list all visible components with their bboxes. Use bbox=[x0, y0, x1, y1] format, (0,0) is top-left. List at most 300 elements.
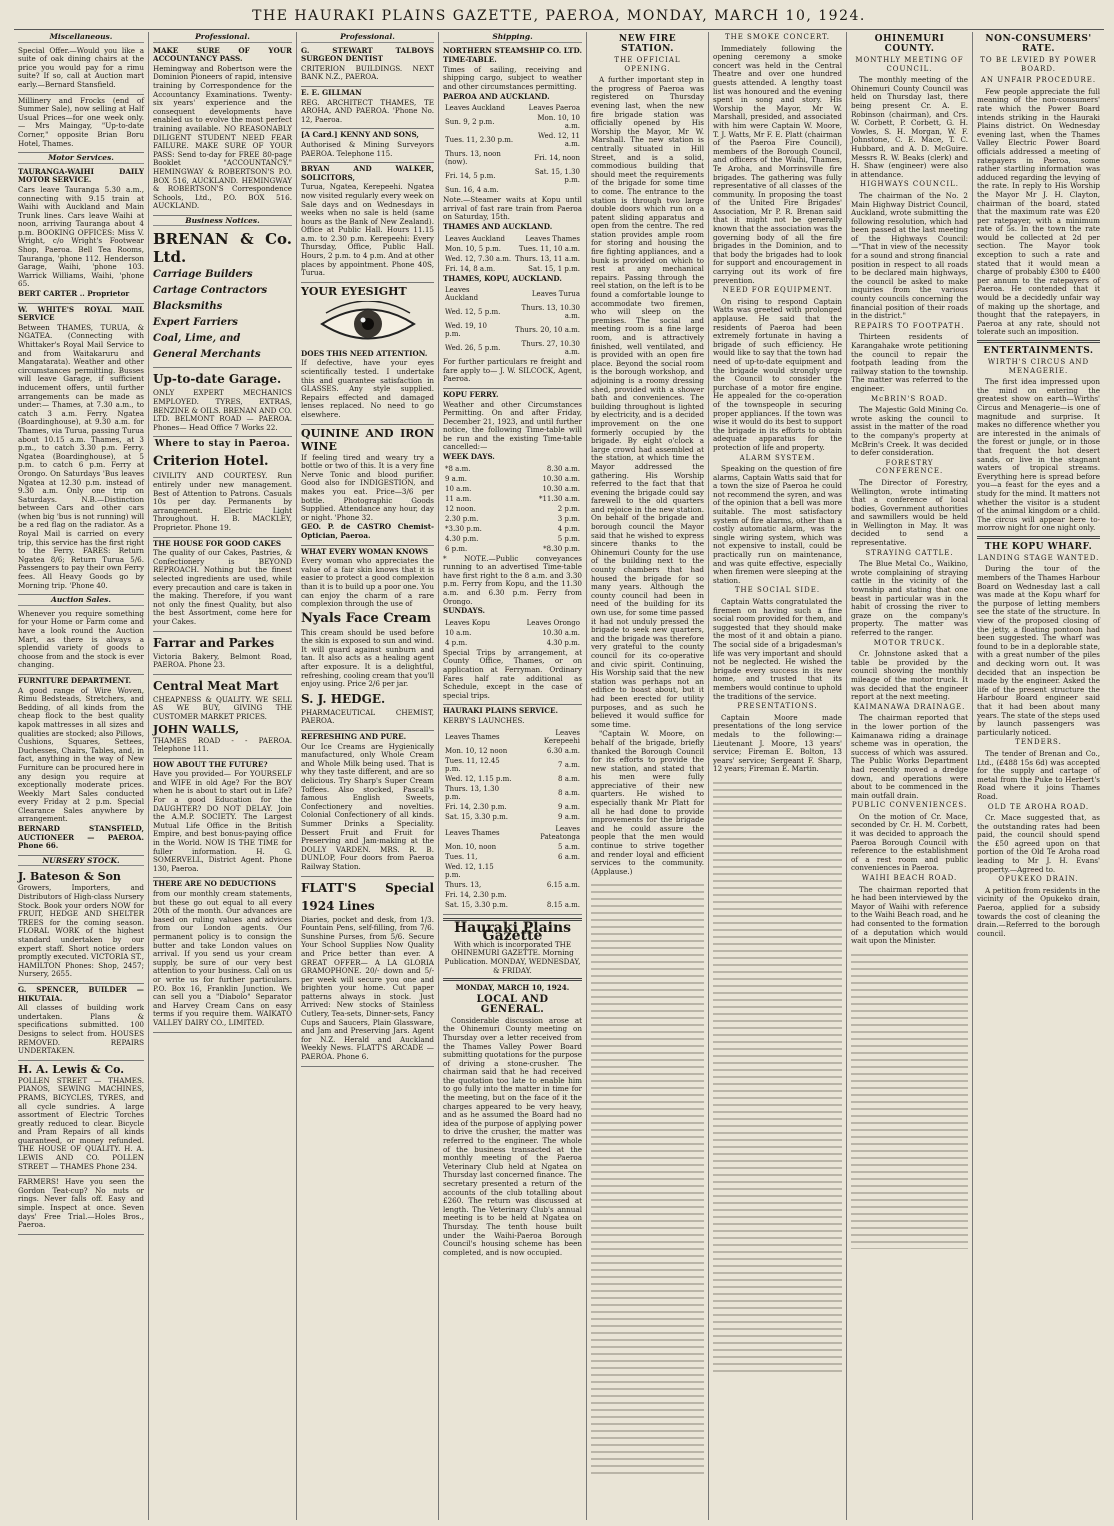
advert-title: Central Meat Mart bbox=[153, 678, 279, 693]
advert-text: Times of sailing, receiving and shipping cargo, subject to weather and other circumstances permitting. bbox=[443, 64, 582, 91]
article-text: Cr. Johnstone asked that a table be provided by the council showing the monthly mileage of the motor truck. It was decided that the engineer report at the next meeting. bbox=[851, 649, 968, 702]
timetable-cell: Wed. 12, 1.15 p.m. bbox=[445, 774, 512, 783]
advert bbox=[301, 877, 434, 1067]
advert-title: HOW ABOUT THE FUTURE? bbox=[153, 759, 268, 769]
advert-text: If defective, have your eyes scientifically tested. I undertake this and guarantee satisfaction in GLASSES. Any style supplied. Repairs effected and damaged lenses replaced. No need to go elsewhere. bbox=[301, 358, 434, 419]
advert-text: THAMES ROAD - - PAEROA. Telephone 111. bbox=[153, 735, 292, 754]
timetable-cell: Sun. 16, 4 a.m. bbox=[445, 186, 499, 195]
gazette-nameplate: Hauraki Plains Gazette bbox=[453, 919, 572, 945]
article-text: Speaking on the question of fire alarms, Captain Watts said that for a town the size of Paeroa he could not recommend the syren, and was of the opinion that a bell was more suitable. The most satisfactory system of fire alarms, other than a costly automatic alarm, was the single wiring system, which was not expensive to install, could be practically run on maintenance, and was quite effective, especially when firemen were sleeping at the station. bbox=[713, 464, 842, 585]
advert-text: ONLY EXPERT MECHANICS EMPLOYED. TYRES, EXTRAS, BENZINE & OILS. BRENAN AND CO. LTD. BELMONT ROAD — PAEROA. Phones— Head Office 7 Works 22. bbox=[153, 388, 292, 432]
timetable-cell: Fri. 14, 2.30 p.m. bbox=[445, 802, 507, 811]
timetable-cell: Wed. 12, 1.15 p.m. bbox=[445, 862, 494, 879]
timetable-cell: 10 a.m. bbox=[445, 628, 472, 637]
article-text: Cr. Mace suggested that, as the outstanding rates had been paid, the council should spend the £50 agreed upon on that portion of the Old Te Aroha road leading to Mr J. H. Evans' property.—Agreed to. bbox=[977, 813, 1100, 874]
timetable-cell: 3 p.m. bbox=[557, 514, 580, 523]
article-subheading: PRESENTATIONS. bbox=[737, 702, 818, 711]
timetable-row bbox=[445, 235, 580, 243]
article-text: The Majestic Gold Mining Co. wrote asking the council to assist in the matter of the road to the company's property at McBrin's Creek. It was decided to defer consideration. bbox=[851, 405, 968, 458]
timetable-cell: Leaves Orongo bbox=[526, 618, 580, 627]
section-heading: Business Notices. bbox=[153, 217, 292, 227]
timetable-cell: Thurs. 13, 1.30 p.m. bbox=[445, 784, 500, 801]
timetable-cell: Leaves Thames bbox=[445, 828, 500, 837]
article-subheading: THE SMOKE CONCERT. bbox=[724, 33, 831, 41]
timetable-cell: *8 a.m. bbox=[445, 464, 471, 473]
advert bbox=[443, 705, 582, 914]
column-2 bbox=[149, 32, 297, 1520]
timetable-row bbox=[445, 255, 580, 263]
advert-text: Cars leave Tauranga 5.30 a.m., connecting with 9.15 train at Waihi with Auckland and Main Trunk lines. Cars leave Waihi at noon, arriving Tauranga about 4 p.m. BOOKING OFFICES: Miss V. Wright, c/o Wright's Footwear Shop, Paeroa. Bell Tea Rooms, Tauranga, 'phone 112. Henderson Garage, Waihi, 'phone 103. Warrick Williams, Waihi, 'phone 65. bbox=[18, 184, 144, 289]
advert-text: * NOTE.—Public conveyances running to an advertised Time-table have first right to the 8 a.m. and 3.30 p.m. Ferry from Kopu, and the 11.30 a.m. and 6.30 p.m. Ferry from Orongo. bbox=[443, 553, 582, 606]
advert-text: CHEAPNESS & QUALITY. WE SELL AS WE BUY, GIVING THE CUSTOMER MARKET PRICES. bbox=[153, 694, 292, 721]
timetable-cell: 4 p.m. bbox=[557, 524, 580, 533]
timetable-cell: 6 a.m. bbox=[558, 852, 580, 861]
advert-tag: DOES THIS NEED ATTENTION. bbox=[301, 348, 428, 358]
timetable-row bbox=[445, 813, 580, 821]
advert-text: Special Offer.—Would you like a suite of oak dining chairs at the price you would pay for a rimu suite? If so, call at Auction mart early.—Bernard Stansfield. bbox=[18, 45, 144, 89]
article-body bbox=[851, 560, 968, 637]
article-subheading: TO BE LEVIED BY POWER BOARD. bbox=[980, 56, 1097, 73]
timetable-cell: Tues. 11, 10 a.m. bbox=[518, 244, 580, 253]
advert-title: S. J. HEDGE. bbox=[301, 691, 386, 706]
advert bbox=[443, 45, 582, 389]
timetable-title: SUNDAYS. bbox=[443, 606, 486, 616]
advert bbox=[301, 45, 434, 87]
advert bbox=[443, 389, 582, 705]
advert-title: REFRESHING AND PURE. bbox=[301, 732, 407, 742]
timetable-cell: 7 a.m. bbox=[558, 760, 580, 769]
article-subheading: FORESTRY CONFERENCE. bbox=[875, 458, 944, 476]
timetable-title: THAMES AND AUCKLAND. bbox=[443, 221, 553, 231]
article-subheading: McBRIN'S ROAD. bbox=[871, 394, 948, 403]
article-headline: NON-CONSUMERS' RATE. bbox=[985, 34, 1092, 54]
article-text: The monthly meeting of the Ohinemuri County Council was held on Thursday last, there being present Cr. A. E. Robinson (chairman), and Crs. W. Corbett, P. Corbett, G. H. Vowles, S. H. Morgan, W. F. Johnstone, C. E. Mace, T. C. Hubbard, and A. D. McGuire. Messrs R. W. Beaks (clerk) and H. Shaw (engineer) were also in attendance. bbox=[851, 75, 968, 179]
advert-title: NORTHERN STEAMSHIP CO. LTD. bbox=[443, 45, 582, 55]
advert-title: H. A. Lewis & Co. bbox=[18, 1062, 125, 1076]
advert-title: W. WHITE'S ROYAL MAIL SERVICE bbox=[18, 304, 144, 323]
article-subheading: ALARM SYSTEM. bbox=[739, 453, 816, 462]
advert bbox=[301, 731, 434, 877]
advert-text: Growers, Importers, and Distributors of High-class Nursery Stock. Book your orders NOW for FRUIT, HEDGE AND SHELTER TREES for the coming season. FLORAL WORK of the highest standard undertaken by our expert staff. Short notice orders promptly executed. VICTORIA ST., HAMILTON Phones: Shop, 2457; Nursery, 2655. bbox=[18, 883, 145, 979]
timetable-cell: Thurs. 13, noon (now). bbox=[445, 150, 501, 167]
article-text: Captain Moore made presentations of the long service medals to the following:—Lieutenant J. Moore, 13 years' service; Fireman E. Bolton, 13 years' service; Sergeant F. Sharp, 12 years; Fireman E. Martin. bbox=[713, 712, 842, 774]
advert bbox=[18, 1176, 144, 1235]
timetable-cell: Mon. 10, 10 a.m. bbox=[537, 114, 580, 131]
timetable-cell: Thurs. 13, bbox=[445, 880, 482, 889]
advert bbox=[153, 228, 292, 368]
article-subheading: KAIMANAWA DRAINAGE. bbox=[853, 702, 966, 711]
advert bbox=[301, 546, 434, 732]
timetable-cell: Fri. 14, noon bbox=[534, 154, 580, 163]
timetable-cell: 8 a.m. bbox=[558, 774, 580, 783]
section-heading: Where to stay in Paeroa. bbox=[154, 439, 291, 450]
advert-sign: GEO. P. de CASTRO Chemist-Optician, Paeroa. bbox=[301, 522, 434, 540]
advert-subtitle: KERBY'S LAUNCHES. bbox=[443, 715, 525, 725]
timetable-cell: 2 p.m. bbox=[557, 504, 580, 513]
timetable-cell: Fri. 14, 8 a.m. bbox=[445, 264, 496, 273]
section-heading: Professional. bbox=[153, 33, 292, 43]
timetable-cell: *3.30 p.m. bbox=[445, 524, 482, 533]
article-subheading: OPUKEKO DRAIN. bbox=[998, 875, 1079, 884]
timetable-row bbox=[445, 475, 580, 483]
timetable-row bbox=[445, 891, 580, 899]
advert-text: Diaries, pocket and desk, from 1/3. Fountain Pens, self-filling, from 7/6. Sunshine Purses, from 5/6. Secure Your School Supplies Now Quality and Price better than ever. A GREAT OFFER— A LA GLORIA GRAMOPHONE. 20/- down and 5/- per week will secure you one and brighten your home. Cut paper patterns always in stock. Just Arrived: New stocks of Stainless Cutlery, Tea-sets, Dinner-sets, Fancy Cups and Saucers, Plain Glassware, and Jam and Preserving Jars. Agent for N.Z. Herald and Auckland Weekly News. FLATT'S ARCADE — PAEROA. Phone 6. bbox=[301, 914, 434, 1062]
timetable-cell: Thurs. 27, 10.30 a.m. bbox=[521, 340, 580, 357]
timetable-cell: 10 a.m. bbox=[445, 484, 472, 493]
article-body bbox=[977, 565, 1100, 737]
timetable-cell: Wed. 12, 7.30 a.m. bbox=[445, 254, 512, 263]
gazette-subtitle: With which is incorporated THE OHINEMURI GAZETTE. Morning Publication. MONDAY, WEDNESDAY, & FRIDAY. bbox=[444, 939, 581, 975]
timetable-row bbox=[445, 525, 580, 533]
article-text: The chairman reported that in the lower portion of the Kaimanawa riding a drainage scheme was in operation, the success of which was assured. The Public Works Department had recently moved a dredge down, and operations were about to be commenced in the main outfall drain. bbox=[851, 713, 968, 800]
advert-text: Hemingway and Robertson were the Dominion Pioneers of rapid, intensive training by Correspondence for the Accountancy Examinations. Twenty-six years' experience and the consequent developments have enabled us to evolve the most perfect training available. NO REASONABLY DILIGENT STUDENT NEED FEAR FAILURE. MAKE SURE OF YOUR PASS: Send to-day for FREE 80-page Booklet "ACCOUNTANCY." HEMINGWAY & ROBERTSON'S P.O. BOX 516, AUCKLAND. HEMINGWAY & ROBERTSON'S Correspondence Schools, Ltd., P.O. BOX 516. AUCKLAND. bbox=[153, 63, 292, 211]
article-text: Few people appreciate the full meaning of the non-consumers' rate which the Power Board intends striking in the Hauraki Plains district. On Wednesday evening last, when the Thames Valley Electric Power Board officials addressed a meeting of ratepayers in Paeroa, some rather startling information was adduced regarding the levying of the rate. In reply to His Worship the Mayor Mr J. H. Clayton, chairman of the board, stated that the maximum rate was £20 per ratepayer, with a minimum rate of 5s. In the town the rate would be collected at 2d per section. The Mayor took exception to such a rate and stated that it would mean a charge of probably £300 to £400 per annum to the ratepayers of Paeroa. He contended that it would be a decidedly unfair way of making up the shortage, and thought that the ratepayers, in Paeroa at any rate, should not tolerate such an imposition. bbox=[977, 86, 1100, 337]
timetable-row bbox=[445, 863, 580, 879]
timetable-row bbox=[445, 825, 580, 841]
article-subheading: THE SOCIAL SIDE. bbox=[734, 586, 821, 595]
advert-text: Turua, Ngatea, Kerepeehi. Ngatea now visited regularly every week on Sale days and on Wednesdays in weeks when no sale is held (same hours as the Bank of New Zealand). Office at Public Hall. Hours 11.15 a.m. to 2.30 p.m. Kerepeehi: Every Thursday, Office, Public Hall. Hours, 2 p.m. to 4 p.m. And at other places by appointment. Phone 40S, Turua. bbox=[301, 182, 434, 278]
timetable bbox=[443, 102, 582, 196]
advert-title: E. E. GILLMAN bbox=[301, 87, 362, 97]
advert-text: A good range of Wire Woven, Rimu Bedsteads, Stretchers, and Bedding, of all kinds from the cheap flock to the best quality kapok mattresses in all sizes and qualities are stocked; also Pillows, Cushions, Squares, Settees, Duchesses, Chairs, Tables, and, in fact, anything in the way of New Furniture can be procured here in any design you require at exceptionally moderate prices. Weekly Mart Sales conducted every Friday at 2 p.m. Special Clearance Sales anywhere by arrangement. bbox=[18, 685, 144, 824]
advert-text: FARMERS! Have you seen the Gordon Teat-cup? No nuts or rings. Never falls off. Easy and simple. Inspect at once. Seven days' Free Trial.—Holes Bros., Paeroa. bbox=[18, 1177, 144, 1230]
article-subheading: WAIHI BEACH ROAD. bbox=[861, 874, 958, 883]
timetable-cell: Thurs. 20, 10 a.m. bbox=[515, 326, 580, 335]
advert-title: BRENAN & Co. Ltd. bbox=[153, 230, 292, 267]
advert bbox=[153, 878, 292, 1032]
timetable-row bbox=[445, 114, 580, 130]
article-subheading: REPAIRS TO FOOTPATH. bbox=[854, 321, 965, 330]
timetable-row bbox=[445, 757, 580, 773]
advert bbox=[153, 451, 292, 537]
article-text: Considerable discussion arose at the Ohinemuri County meeting on Thursday over a letter received from the Thames Valley Power Board submitting quotations for the purpose of driving a stone-crusher. The chairman said that he had received the quotation too late to enable him to go fully into the matter in time for the meeting, but on the face of it the charges appeared to be very heavy, and as he assumed the Board had no idea of the purpose of applying power to drive the crusher, the matter was referred to the engineer. The whole of the business transacted at the monthly meeting of the Paeroa Veterinary Club held at Ngatea on Thursday last concerned finance. The secretary presented a return of the accounts of the club totalling about £260. The return was discussed at length. The Veterinary Club's annual meeting is to be held at Ngatea on Thursday. The tenth house built under the Waihi-Paeroa Borough Council's housing scheme has been completed, and is now occupied. bbox=[443, 1015, 582, 1257]
timetable-row bbox=[445, 245, 580, 253]
section-heading: Motor Services. bbox=[18, 154, 144, 164]
advert-text: REG. ARCHITECT THAMES, TE AROHA, AND PAEROA. 'Phone No. 12, Paeroa. bbox=[301, 97, 434, 124]
advert bbox=[18, 95, 144, 154]
timetable-row bbox=[445, 322, 580, 338]
advert-text: Note.—Steamer waits at Kopu until arrival of fast rare train from Paeroa on Saturday, 15th. bbox=[443, 195, 582, 222]
advert bbox=[153, 538, 292, 632]
advert-text: Carriage Builders Cartage Contractors Blacksmiths Expert Farriers Coal, Lime, and General Merchants bbox=[153, 269, 268, 361]
timetable-cell bbox=[513, 863, 580, 879]
article-subheading: PUBLIC CONVENIENCES. bbox=[851, 801, 968, 810]
advert-title: FLATT'S Special 1924 Lines bbox=[301, 880, 434, 913]
timetable-row bbox=[445, 515, 580, 523]
article-body bbox=[977, 88, 1100, 337]
article-text: Immediately following the opening ceremony a smoke concert was held in the Central Theatre and over one hundred guests attended. A lengthy toast list was honoured and the evening spent in song and story. His Worship the Mayor, Mr W. Marshall, presided, and associated with him were Captain W. Moore, T. J. Watts, Mr F. E. Platt (chairman of the Paeroa Fire Council), members of the Borough Council, and officers of the Waihi, Thames, Te Aroha, and Morrinsville fire brigades. The gathering was fully representative of all classes of the community. In proposing the toast of the United Fire Brigades' Association, Mr P. R. Brenan said that it might not be generally known that the association was the governing body of all the fire brigades in the Dominion, and to that body the brigades had to look for support and encouragement in carrying out its work of fire prevention. bbox=[713, 43, 842, 285]
advert bbox=[18, 1061, 144, 1177]
column-6 bbox=[709, 32, 847, 1520]
article-subheading: STRAYING CATTLE. bbox=[865, 548, 954, 557]
advert bbox=[153, 759, 292, 879]
advert bbox=[301, 163, 434, 283]
timetable-cell bbox=[522, 186, 580, 194]
advert-title: YOUR EYESIGHT bbox=[301, 284, 407, 298]
article-text: The Director of Forestry, Wellington, wrote intimating that a conference of local bodies, Government authorities and sawmillers would be held in Wellington in May. It was decided to send a representative. bbox=[851, 477, 968, 548]
timetable-row bbox=[445, 168, 580, 184]
timetable-cell: 4 p.m. bbox=[445, 638, 468, 647]
article-headline: NEW FIRE STATION. bbox=[618, 34, 677, 54]
article-text: During the tour of the members of the Thames Harbour Board on Wednesday last a call was made at the Kopu wharf for the purpose of letting members see the state of the structure. In view of the proposed closing of the jetty, a floating pontoon had been suggested. The wharf was found to be in a deplorable state, with a great number of the piles and decking worn out. It was decided that an inspection be made by the engineer. Asked the life of the present structure the Harbour Board engineer said that it had been about many years. The state of the steps used by launch passengers was particularly noticed. bbox=[977, 564, 1100, 737]
timetable-cell: Leaves Turua bbox=[531, 290, 580, 299]
advert-text: Have you provided— For YOURSELF and WIFE in old Age? For the BOY when he is about to start out in Life? For a good Education for the DAUGHTER? DO NOT DELAY. Join the A.M.P. SOCIETY. The Largest Mutual Life Office in the British Empire, and best bonus-paying office in the World. NOW IS THE TIME for fuller information. H. G. SOMERVELL, District Agent. Phone 130, Paeroa. bbox=[153, 769, 292, 873]
advert-title: THERE ARE NO DEDUCTIONS bbox=[153, 879, 277, 889]
text-continuation bbox=[591, 879, 704, 1479]
advert-text: Victoria Bakery, Belmont Road, PAEROA. Phone 23. bbox=[153, 651, 292, 670]
timetable-cell: Thurs. 13, 10.30 a.m. bbox=[521, 304, 580, 321]
article-body bbox=[713, 298, 842, 453]
article-text: On the motion of Cr. Mace, seconded by Cr. H. M. Corbett, it was decided to approach the Paeroa Borough Council with reference to the establishment of a rest room and public conveniences in Paeroa. bbox=[851, 811, 968, 873]
timetable-row bbox=[445, 785, 580, 801]
advert-text: Weather and other Circumstances Permitting. On and after Friday, December 21, 1923, and until further notice, the following Time-table will be run and the existing Time-table cancelled:— bbox=[443, 399, 582, 452]
timetable-row bbox=[445, 853, 580, 861]
column-3 bbox=[297, 32, 439, 1520]
timetable-cell: Sat. 15, 1.30 p.m. bbox=[534, 168, 580, 185]
timetable bbox=[443, 233, 582, 275]
timetable-row bbox=[445, 629, 580, 637]
advert-title: [A Card.] KENNY AND SONS, bbox=[301, 130, 419, 140]
advert-title: THE HOUSE FOR GOOD CAKES bbox=[153, 538, 282, 548]
timetable bbox=[443, 617, 582, 649]
advert bbox=[18, 304, 144, 596]
timetable-row bbox=[445, 465, 580, 473]
advert bbox=[301, 283, 434, 425]
section-heading: Miscellaneous. bbox=[18, 33, 144, 43]
advert-title: JOHN WALLS, bbox=[153, 722, 240, 736]
timetable-cell: Tues. 11, 2.30 p.m. bbox=[445, 136, 514, 145]
timetable-cell bbox=[513, 891, 580, 899]
timetable-row bbox=[445, 901, 580, 909]
advert-text: All classes of building work undertaken. Plans & specifications submitted. 100 Designs to select from. HOUSES REMOVED. REPAIRS UNDERTAKEN. bbox=[18, 1003, 144, 1056]
advert-title: BRYAN AND WALKER, SOLICITORS, bbox=[301, 164, 434, 182]
timetable-cell: Leaves Thames bbox=[525, 234, 580, 243]
timetable-cell: Leaves Auckland bbox=[445, 234, 506, 243]
advert bbox=[153, 632, 292, 675]
timetable-cell: Tues. 11, bbox=[445, 852, 478, 861]
advert-title: G. STEWART TALBOYS SURGEON DENTIST bbox=[301, 45, 434, 64]
timetable-title: WEEK DAYS. bbox=[443, 452, 495, 462]
timetable-cell: Leaves Kerepeehi bbox=[543, 728, 580, 745]
advert-text: Whenever you require something for your Home or Farm come and have a look round the Auction Mart, as there is always a splendid variety of goods to choose from and the stock is ever changing. bbox=[18, 608, 144, 670]
column-5 bbox=[587, 32, 709, 1520]
timetable-cell: 9 a.m. bbox=[558, 802, 580, 811]
timetable-cell: Sat. 15, 3.30 p.m. bbox=[445, 812, 508, 821]
timetable-row bbox=[445, 747, 580, 755]
timetable-cell: Leaves Auckland bbox=[445, 286, 479, 303]
advert bbox=[301, 425, 434, 546]
timetable-cell: Leaves Thames bbox=[445, 732, 500, 741]
article-body bbox=[851, 192, 968, 321]
timetable-title: PAEROA AND AUCKLAND. bbox=[443, 91, 550, 101]
timetable-cell: Leaves Auckland bbox=[445, 104, 506, 113]
timetable-cell: 5 a.m. bbox=[558, 842, 580, 851]
article-body bbox=[977, 378, 1100, 533]
article-body bbox=[443, 1017, 582, 1258]
advert-title: Nyals Face Cream bbox=[301, 610, 431, 626]
article-body bbox=[977, 814, 1100, 874]
advert bbox=[301, 129, 434, 163]
timetable-cell: 10.30 a.m. bbox=[542, 628, 580, 637]
advert-subtitle: TIME-TABLE. bbox=[443, 55, 497, 65]
advert-text: PHARMACEUTICAL CHEMIST, PAEROA. bbox=[301, 707, 434, 726]
timetable-cell: *8.30 p.m. bbox=[543, 544, 580, 553]
article-body bbox=[713, 45, 842, 286]
timetable-row bbox=[445, 619, 580, 627]
advert-title: Up-to-date Garage. bbox=[153, 372, 282, 387]
article-text: Captain Watts congratulated the firemen on having such a fine social room provided for them, and suggested that they should make the most of it and obtain a piano. The social side of a brigadesman's life was very important and should not be neglected. He wished the brigade every success in its new home, and trusted that its members would continue to uphold the traditions of the service. bbox=[713, 597, 842, 701]
article-text: The first idea impressed upon the mind on entering the greatest show on earth—Wirths' Circus and Menagerie—is one of magnitude and surprise. It makes no difference whether you are interested in the animals of the forest or jungle, or in those that frequent the hot desert sands, or live in the stagnant waters of tropical streams. Everything here is spread before you—a feast for the eyes and a study for the mind. It matters not whether the visitor is a student of the animal kingdom or a child. The circus will appear here to-morrow night for one night only. bbox=[977, 377, 1100, 533]
text-continuation bbox=[713, 777, 842, 1377]
advert-text: Between THAMES, TURUA, & NGATEA. (Connecting with Whittaker's Royal Mail Service to and from Waitakaruru and Mangatarata). Weather and other circumstances permitting. Busses will leave Garage, if sufficient inducement offers, until further arrangements can be made as under:— Thames, at 7.30 a.m., to catch 3 a.m. Ferry. Ngatea (Boardinghouse), at 9.30 a.m. for Thames, via Turua, passing Turua about 10.15 a.m. Thames, at 3 p.m., to catch 3.30 p.m. Ferry. Ngatea (Boardinghouse), at 5 p.m. to catch 6 p.m. Ferry at Orongo. On Saturdays 'Bus leaves Ngatea at 12.30 p.m. instead of 9.30 a.m. Only one trip on Saturdays. N.B.—Distinction between Cars and other cars (when big 'bus is not running) will be a red flag on the radiator. As a Royal Mail is carried on every trip, this service has the first right to the Ferry. FARES: Return Ngatea 8/6; Return Turua 5/6. Passengers to pay their own Ferry fees. All Heavy Goods go by Morning trip. 'Phone 40. bbox=[18, 322, 144, 590]
timetable bbox=[443, 823, 582, 911]
advert bbox=[18, 675, 144, 856]
column-8 bbox=[973, 32, 1104, 1520]
timetable-row bbox=[445, 545, 580, 553]
column-1 bbox=[14, 32, 149, 1520]
advert bbox=[153, 45, 292, 216]
timetable-row bbox=[445, 639, 580, 647]
timetable-row bbox=[445, 150, 580, 166]
timetable-cell: 9 a.m. bbox=[558, 812, 580, 821]
timetable-cell: Wed. 26, 5 p.m. bbox=[445, 344, 501, 353]
article-subheading: HIGHWAYS COUNCIL. bbox=[860, 180, 959, 189]
timetable-cell: Mon. 10, 5 p.m. bbox=[445, 244, 501, 253]
advert-sign: BERT CARTER .. Proprietor bbox=[18, 289, 130, 299]
timetable-row bbox=[445, 495, 580, 503]
timetable-row bbox=[445, 132, 580, 148]
article-subheading: TENDERS. bbox=[1015, 738, 1062, 747]
timetable-row bbox=[445, 775, 580, 783]
article-headline: ENTERTAINMENTS. bbox=[983, 346, 1094, 356]
timetable-cell: Leaves Paeroa bbox=[528, 104, 580, 113]
timetable-title: THAMES, KOPU, AUCKLAND. bbox=[443, 273, 562, 283]
article-body bbox=[977, 750, 1100, 802]
article-text: A further important step in the progress of Paeroa was registered on Thursday evening last, when the new fire brigade station was officially opened by His Worship the Mayor, Mr W. Marshall. The new station is centrally situated in Hill Street, and is a solid, commodious building that should meet the requirements of the brigade for some time to come. The entrance to the station is through two large double doors which run on a patent sliding apparatus and open from the centre. The red station provides ample room for storing and housing the fire fighting appliances, and a bunk is provided on which to rest at any mechanical repairs. Passing through the reel station, on the left is to be found a comfortable lounge to accommodate two firemen, who will sleep on the premises. The social and meeting room is a fine large room, and is attractively finished, well ventilated, and is provided with an open fire place. Beyond the social room is the borough workshop, and adjoining is a roomy dressing shed, provided with a shower bath and conveniences. The building throughout is lighted by electricity, and is a decided improvement on the one formerly occupied by the brigade. By eight o'clock a large crowd had assembled at the station, at which time the Mayor addressed the gathering. His Worship referred to the fact that that evening the brigade could say farewell to the old quarters and rejoice in the new station. On behalf of the brigade and borough council the Mayor said that he wished to express sincere thanks to the Ohinemuri County for the use of the building next to the county chambers that had housed the brigade for so many years. Although the county council had been in need of the building for its own use, for some time passed it had not unduly pressed the brigade to seek new quarters, and the brigade was therefore very grateful to the county council for its co-operative and civic spirit. Continuing, His Worship said that the new station was perhaps not an edifice to boast about, but it had been erected for utility purposes, and as such he believed it would suffice for some time. bbox=[591, 75, 704, 729]
article-body bbox=[713, 714, 842, 774]
timetable-cell: Thurs. 13, 11 a.m. bbox=[515, 254, 580, 263]
timetable-row bbox=[445, 881, 580, 889]
article-subheading: MOTOR TRUCK. bbox=[873, 638, 946, 647]
timetable bbox=[443, 727, 582, 823]
timetable-row bbox=[445, 186, 580, 194]
advert-text: Millinery and Frocks (end of Summer Sale), now selling at Half Usual Prices—for one week only.— Mrs Maingay, "Up-to-date Corner," opposite Brian Boru Hotel, Thames. bbox=[18, 95, 144, 148]
article-body bbox=[851, 406, 968, 458]
article-text: "Captain W. Moore, on behalf of the brigade, briefly thanked the Borough Council for its efforts to provide the new station, and stated that his men were fully appreciative of their new quarters. He wished to especially thank Mr Platt for all he had done to provide improvements for the brigade and he could assure the people that the men would continue to strive together and render loyal and efficient services to the community. (Applause.) bbox=[591, 729, 704, 876]
columns bbox=[14, 32, 1104, 1520]
timetable-cell: 9 a.m. bbox=[445, 474, 467, 483]
section-heading: NURSERY STOCK. bbox=[18, 857, 144, 867]
article-headline: OHINEMURI COUNTY. bbox=[874, 34, 945, 54]
advert bbox=[18, 984, 144, 1061]
advert-text: Authorised & Mining Surveyors PAEROA. Telephone 115. bbox=[301, 139, 434, 158]
advert-text: CRITERION BUILDINGS. NEXT BANK N.Z., PAEROA. bbox=[301, 63, 434, 82]
article-text: Thirteen residents of Karangahake wrote petitioning the council to repair the footpath leading from the railway station to the township. The matter was referred to the engineer. bbox=[851, 332, 968, 393]
article-headline: LOCAL AND GENERAL. bbox=[476, 993, 549, 1015]
timetable-cell: 8 a.m. bbox=[558, 788, 580, 797]
advert-title: Criterion Hotel. bbox=[153, 454, 269, 470]
timetable-cell: Mon. 10, 12 noon bbox=[445, 746, 508, 755]
article-subheading: LANDING STAGE WANTED. bbox=[977, 553, 1100, 562]
timetable-cell: Mon. 10, noon bbox=[445, 842, 497, 851]
advert-text: Special Trips by arrangement, at County Office, Thames, or on application at Ferryman. Ordinary Fares half rate additional as Schedule, except in the case of special trips. bbox=[443, 647, 582, 700]
article-subheading: THE OFFICIAL OPENING. bbox=[614, 56, 681, 73]
section-heading: Auction Sales. bbox=[18, 596, 144, 606]
divider bbox=[443, 978, 582, 981]
timetable-cell: 6.15 a.m. bbox=[546, 880, 580, 889]
advert-title: MAKE SURE OF YOUR ACCOUNTANCY PASS. bbox=[153, 45, 292, 64]
advert-title: HAURAKI PLAINS SERVICE. bbox=[443, 706, 558, 716]
text-continuation bbox=[851, 949, 968, 1249]
timetable-row bbox=[445, 104, 580, 112]
advert-title: WHAT EVERY WOMAN KNOWS bbox=[301, 546, 429, 556]
timetable-row bbox=[445, 265, 580, 273]
advert bbox=[18, 45, 144, 95]
article-body bbox=[851, 479, 968, 548]
timetable-cell: 5 p.m. bbox=[557, 534, 580, 543]
article-body bbox=[851, 650, 968, 702]
column-4 bbox=[439, 32, 587, 1520]
divider bbox=[977, 536, 1100, 539]
timetable-cell: Leaves Pateatonga bbox=[540, 824, 580, 841]
timetable-row bbox=[445, 304, 580, 320]
timetable-cell: 10.30 a.m. bbox=[542, 484, 580, 493]
masthead: THE HAURAKI PLAINS GAZETTE, PAEROA, MONDAY, MARCH 10, 1924. bbox=[14, 8, 1104, 30]
timetable-cell: Wed. 19, 10 p.m. bbox=[445, 322, 487, 339]
timetable-row bbox=[445, 803, 580, 811]
advert bbox=[18, 868, 144, 984]
advert-text: For further particulars re freight and fare apply to— J. W. SILCOCK, Agent, Paeroa. bbox=[443, 357, 582, 384]
advert-text: Every woman who appreciates the value of a fair skin knows that it is easier to protect a good complexion than it is to build up a poor one. You can enjoy the charm of a rare complexion through the use of bbox=[301, 556, 434, 609]
advert-text: The quality of our Cakes, Pastries, & Confectionery is BEYOND REPROACH. Nothing but the finest selected ingredients are used, while every precaution and care is taken in the making. Therefore, if you want not only the finest Quality, but also the best Assortment, come here for your Cakes. bbox=[153, 548, 292, 626]
section-heading: Shipping. bbox=[443, 33, 582, 43]
timetable-cell: Tues. 11, 12.45 p.m. bbox=[445, 756, 500, 773]
advert bbox=[18, 608, 144, 675]
advert-sign: BERNARD STANSFIELD, AUCTIONEER — PAEROA. Phone 66. bbox=[18, 824, 144, 851]
article-text: The Blue Metal Co., Waikino, wrote complaining of straying cattle in the vicinity of the township and stating that one beast in particular was in the habit of crossing the river to graze on the company's property. The matter was referred to the ranger. bbox=[851, 559, 968, 637]
timetable-cell: 2.30 p.m. bbox=[445, 514, 479, 523]
timetable-row bbox=[445, 485, 580, 493]
timetable-cell: Sat. 15, 3.30 p.m. bbox=[445, 900, 508, 909]
timetable-cell: Sat. 15, 1 p.m. bbox=[528, 264, 580, 273]
timetable-cell: Fri. 14, 2.30 p.m. bbox=[445, 890, 507, 899]
advert-title: G. SPENCER, BUILDER — HIKUTAIA. bbox=[18, 984, 144, 1003]
timetable-cell: 12 noon. bbox=[445, 504, 476, 513]
advert-text: This cream should be used before the skin is exposed to sun and wind. It will guard against sunburn and tan. It also acts as a healing agent after exposure. It is a delightful, refreshing, cooling cream that you'll enjoy using. Price 2/6 per jar. bbox=[301, 627, 434, 689]
timetable-cell: 8.30 a.m. bbox=[546, 464, 580, 473]
divider bbox=[977, 340, 1100, 343]
timetable-cell: Wed. 12, 11 a.m. bbox=[538, 132, 580, 149]
article-subheading: NEED FOR EQUIPMENT. bbox=[722, 286, 833, 295]
timetable-cell: 4.30 p.m. bbox=[445, 534, 479, 543]
column-7 bbox=[847, 32, 973, 1520]
timetable-row bbox=[445, 535, 580, 543]
timetable-cell: 8.15 a.m. bbox=[546, 900, 580, 909]
article-body bbox=[851, 813, 968, 873]
article-subheading: OLD TE AROHA ROAD. bbox=[987, 802, 1090, 811]
article-body bbox=[591, 76, 704, 876]
advert-text: Our Ice Creams are Hygienically manufactured, only Whole Cream and Whole Milk being used. That is why they taste different, and are so delicious. Try Sharp's Super Cream Toffees. Also stocked, Pascall's famous English Sweets, Confectionery and novelties. Colonial Confectionery of all kinds. Summer Drinks a Speciality. Dessert Fruit and Fruit for Preserving and Jam-making at the DOLLY VARDEN. MRS. R. B. DUNLOP, Four doors from Paeroa Railway Station. bbox=[301, 741, 434, 871]
advert bbox=[153, 368, 292, 437]
advert bbox=[153, 675, 292, 759]
advert-title: TAURANGA-WAIHI DAILY MOTOR SERVICE. bbox=[18, 166, 144, 185]
advert-title: Farrar and Parkes bbox=[153, 635, 275, 650]
eye-illustration bbox=[318, 301, 418, 347]
section-heading: Professional. bbox=[301, 33, 434, 43]
article-body bbox=[851, 76, 968, 179]
timetable-cell: 10.30 a.m. bbox=[542, 474, 580, 483]
advert-title: FURNITURE DEPARTMENT. bbox=[18, 675, 132, 685]
